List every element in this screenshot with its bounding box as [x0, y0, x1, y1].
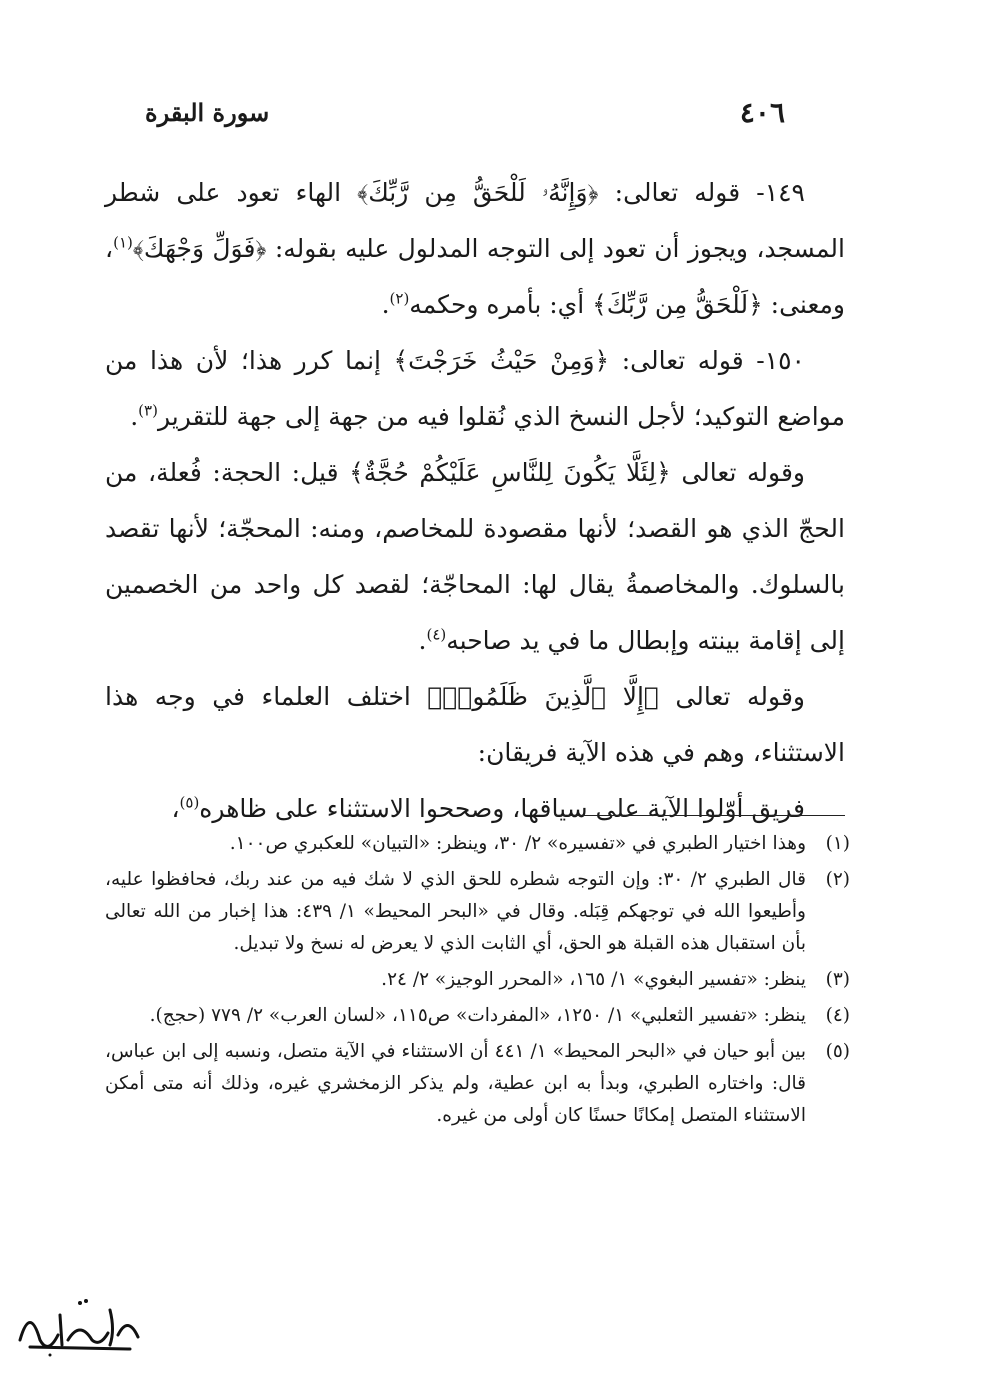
footnote	[105, 964, 850, 996]
footnote-ref-3: (٣)	[138, 401, 158, 420]
paragraph-istithna: وقوله تعالى ﴿إِلَّا ٱلَّذِينَ ظَلَمُوا۟﴾ اختلف العلماء في وجه هذا الاستثناء، وهم في هذه الآية فريقان:	[105, 682, 845, 767]
main-text	[105, 165, 845, 837]
footnote-number: (٥)	[825, 1041, 850, 1062]
footnote-ref-4: (٤)	[426, 625, 447, 644]
surah-title: سورة البقرة	[145, 98, 270, 127]
paragraph-149: ١٤٩- قوله تعالى: ﴿وَإِنَّهُۥ لَلْحَقُّ مِن رَّبِّكَ﴾ الهاء تعود على شطر المسجد، ويجوز أن تعود إلى التوجه المدلول عليه بقوله: ﴿فَوَلِّ وَجْهَكَ﴾$^{(١)}$، ومعنى: ﴿لَلْحَقُّ مِن رَّبِّكَ﴾ أي: بأمره وحكمه$^{(٢)}$.	[105, 178, 845, 319]
paragraph-hujja: وقوله تعالى ﴿لِئَلَّا يَكُونَ لِلنَّاسِ عَلَيْكُمْ حُجَّةٌ﴾ قيل: الحجة: فُعلة، من الحجّ الذي هو القصد؛ لأنها مقصودة للمخاصم، ومنه: المحجّة؛ لأنها تقصد بالسلوك. والمخاصمةُ يقال لها: المحاجّة؛ لقصد كل واحد من الخصمين إلى إقامة بينته وإبطال ما في يد صاحبه$^{(٤)}$.	[105, 458, 845, 655]
footnote-text: وهذا اختيار الطبري في «تفسيره» ٢/ ٣٠، وينظر: «التبيان» للعكبري ص١٠٠.	[229, 833, 806, 854]
footnote-number: (٢)	[825, 869, 850, 890]
footnote-number: (٤)	[825, 1005, 850, 1026]
page-header	[145, 96, 785, 136]
footnote-ref-5: (٥)	[179, 793, 200, 812]
footnote-text: قال الطبري ٢/ ٣٠: وإن التوجه شطره للحق الذي لا شك فيه من عند ربك، فحافظوا عليه، وأطيعوا الله في توجهكم قِبَله. وقال في «البحر المحيط» ١/ ٤٣٩: هذا إخبار من الله تعالى بأن استقبال هذه القبلة هو الحق، أي الثابت الذي لا يعرض له نسخ ولا تبديل.	[105, 869, 806, 954]
calligraphy-logo-icon	[10, 1285, 150, 1365]
footnote-text: بين أبو حيان في «البحر المحيط» ١/ ٤٤١ أن الاستثناء في الآية متصل، ونسبه إلى ابن عباس، قال: واختاره الطبري، وبدأ به ابن عطية، ولم يذكر الزمخشري غيره، وذلك أنه متى أمكن الاستثناء المتصل إمكانًا حسنًا كان أولى من غيره.	[105, 1041, 806, 1126]
footnote	[105, 1036, 850, 1132]
footnote	[105, 864, 850, 960]
footnote-ref-2: (٢)	[389, 289, 410, 308]
footnote-number: (١)	[825, 833, 850, 854]
footnote-ref-1: (١)	[113, 233, 133, 252]
footnote-number: (٣)	[825, 969, 850, 990]
footnotes	[105, 828, 850, 1136]
footnote	[105, 828, 850, 860]
page-number: ٤٠٦	[739, 96, 785, 129]
footnote-text: ينظر: «تفسير البغوي» ١/ ١٦٥، «المحرر الوجيز» ٢/ ٢٤.	[381, 969, 806, 990]
footnote-text: ينظر: «تفسير الثعلبي» ١/ ١٢٥٠، «المفردات» ص١١٥، «لسان العرب» ٢/ ٧٧٩ (حجج).	[149, 1005, 806, 1026]
paragraph-150: ١٥٠- قوله تعالى: ﴿وَمِنْ حَيْثُ خَرَجْتَ﴾ إنما كرر هذا؛ لأن هذا من مواضع التوكيد؛ لأجل النسخ الذي نُقلوا فيه من جهة إلى جهة للتقرير$^{(٣)}$.	[105, 346, 845, 431]
footnote-divider	[555, 815, 845, 816]
footnote	[105, 1000, 850, 1032]
paragraph-fariq: فريق أوّلوا الآية على سياقها، وصححوا الاستثناء على ظاهره$^{(٥)}$،	[171, 793, 805, 823]
